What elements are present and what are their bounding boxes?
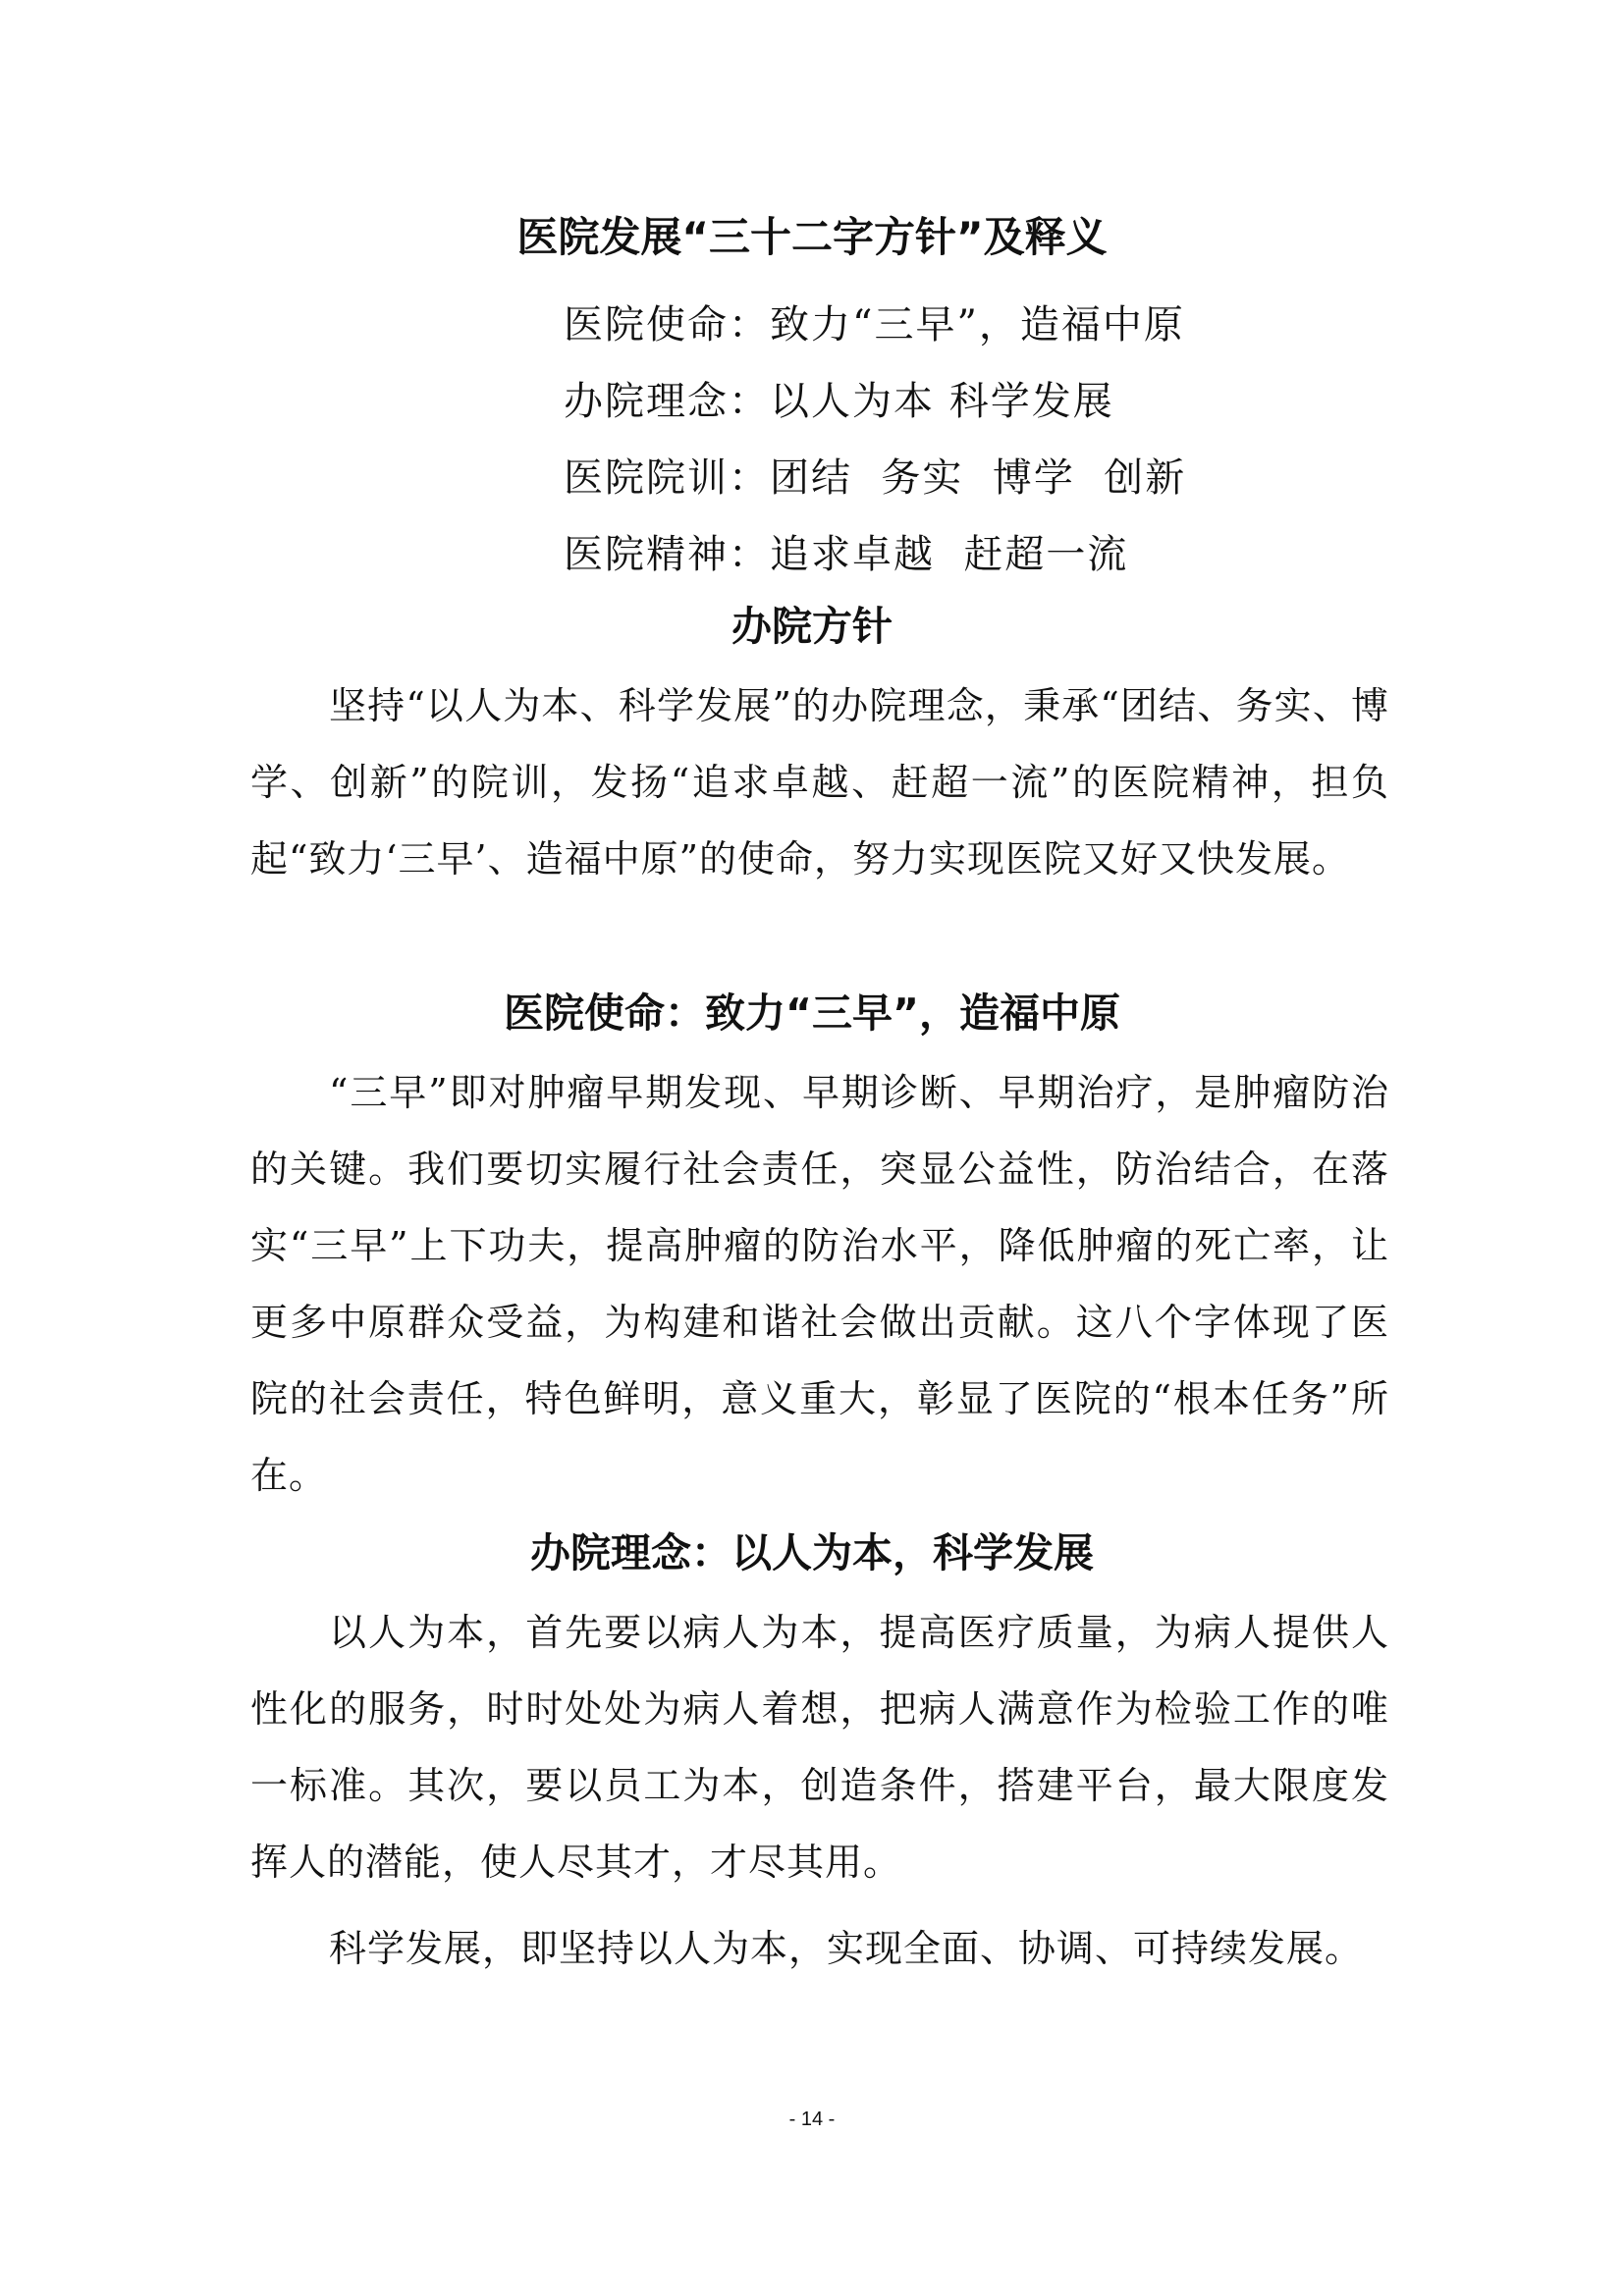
motto-value: 团结 务实 博学 创新 (770, 455, 1187, 501)
motto-label: 医院精神： (564, 532, 770, 577)
motto-item-spirit (564, 516, 1186, 593)
motto-value: 以人为本 科学发展 (770, 379, 1114, 424)
motto-list (564, 287, 1186, 593)
motto-item-motto (564, 440, 1186, 516)
page-number: - 14 - (788, 2109, 836, 2130)
section-heading-philosophy: 办院理念：以人为本，科学发展 (530, 1529, 1094, 1576)
motto-item-philosophy (564, 363, 1186, 440)
paragraph-mission: “三早”即对肿瘤早期发现、早期诊断、早期治疗，是肿瘤防治的关键。我们要切实履行社会责任，突显公益性，防治结合，在落实“三早”上下功夫，提高肿瘤的防治水平，降低肿瘤的死亡率，让更多中原群众受益，为构建和谐社会做出贡献。这八个字体现了医院的社会责任，特色鲜明，意义重大，彰显了医院的“根本任务”所在。 (250, 1071, 1389, 1497)
motto-item-mission (564, 287, 1186, 363)
motto-label: 医院使命： (564, 302, 770, 347)
motto-value: 追求卓越 赶超一流 (770, 532, 1129, 577)
motto-label: 办院理念： (564, 379, 770, 424)
motto-value: 致力“三早”，造福中原 (770, 302, 1185, 347)
section-heading-policy: 办院方针 (731, 603, 893, 650)
motto-label: 医院院训： (564, 455, 770, 501)
paragraph-philosophy-2: 科学发展，即坚持以人为本，实现全面、协调、可持续发展。 (329, 1927, 1364, 1970)
section-heading-mission: 医院使命：致力“三早”，造福中原 (504, 989, 1120, 1037)
paragraph-policy: 坚持“以人为本、科学发展”的办院理念，秉承“团结、务实、博学、创新”的院训，发扬“追求卓越、赶超一流”的医院精神，担负起“致力‘三早’、造福中原”的使命，努力实现医院又好又快发展。 (250, 684, 1389, 881)
document-title: 医院发展“三十二字方针”及释义 (516, 213, 1108, 261)
paragraph-philosophy-1: 以人为本，首先要以病人为本，提高医疗质量，为病人提供人性化的服务，时时处处为病人着想，把病人满意作为检验工作的唯一标准。其次，要以员工为本，创造条件，搭建平台，最大限度发挥人的潜能，使人尽其才，才尽其用。 (250, 1611, 1389, 1884)
